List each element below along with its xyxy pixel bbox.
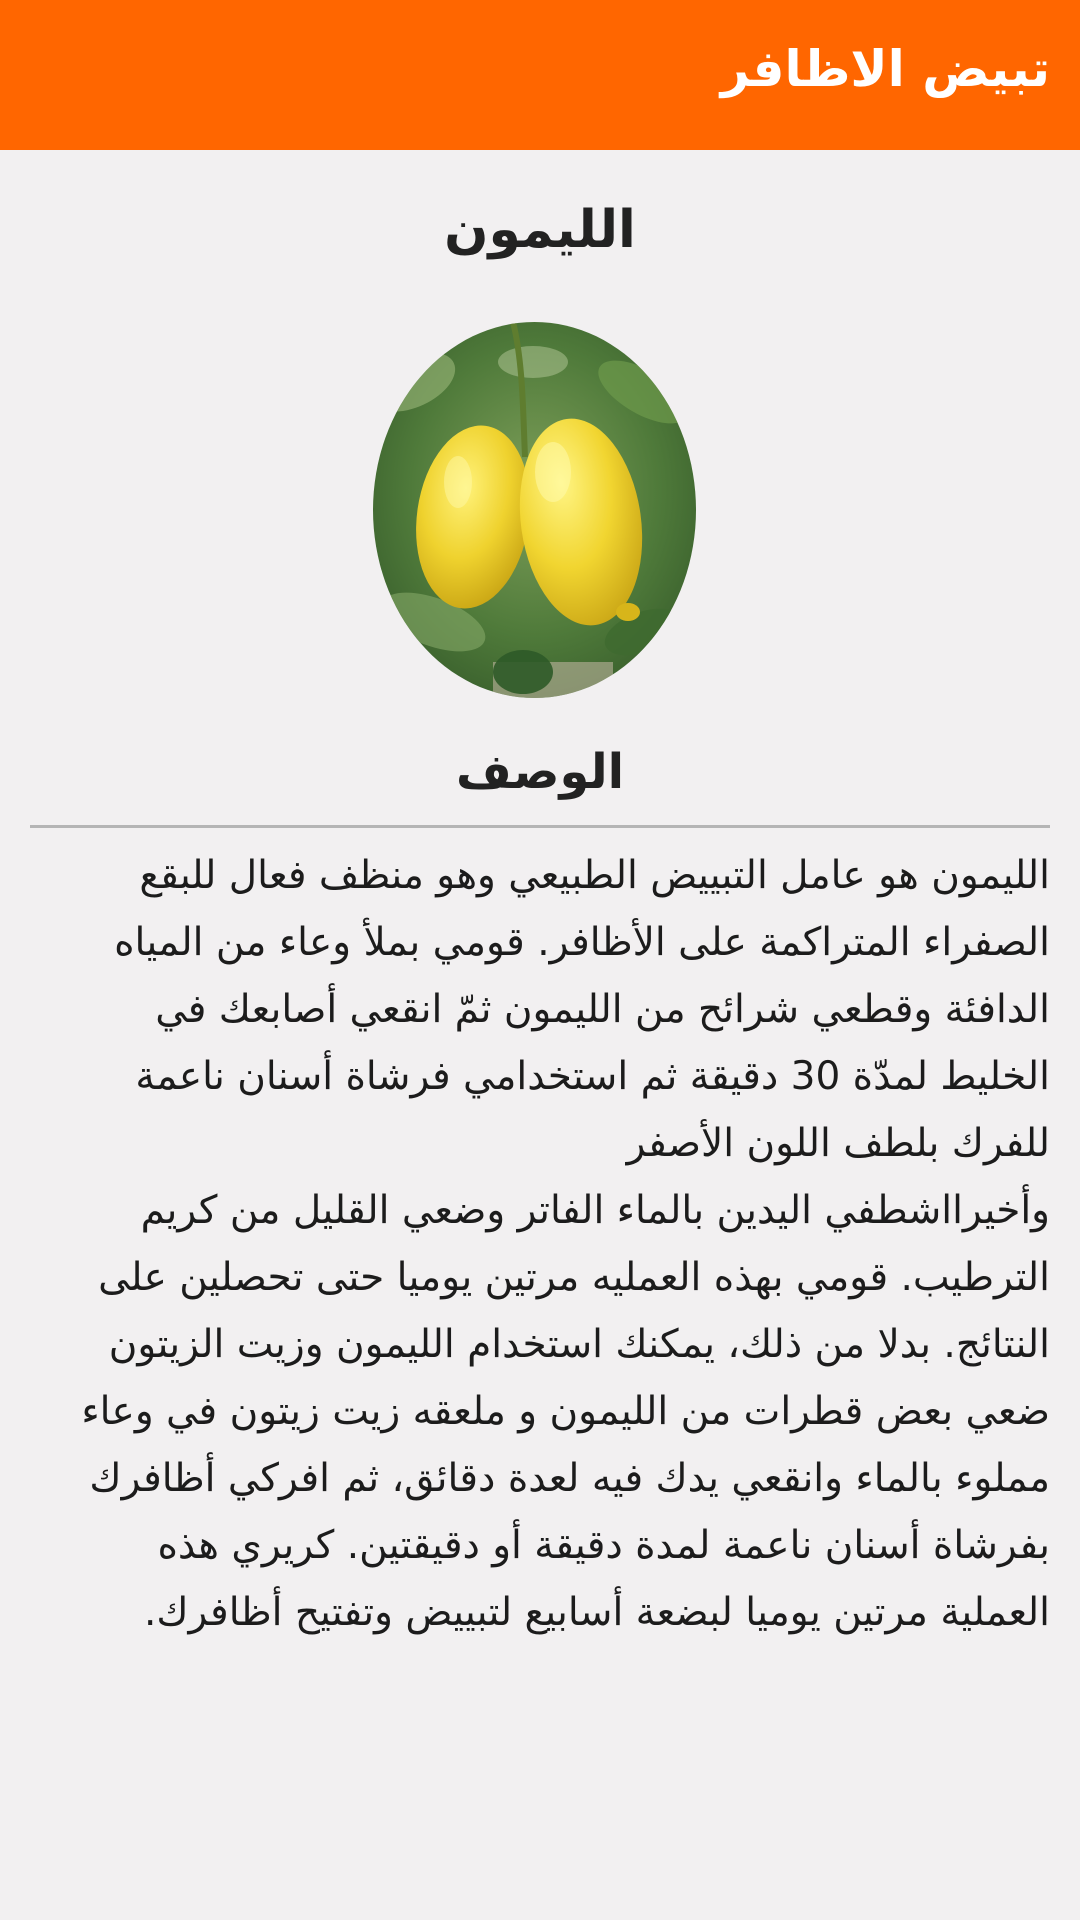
description-text: الليمون هو عامل التبييض الطبيعي وهو منظف فعال للبقع الصفراء المتراكمة على الأظافر. قومي بملأ وعاء من المياه الدافئة وقطعي شرائح من الليمون ثمّ انقعي أصابعك في الخليط لمدّة 30 دقيقة ثم استخدامي فرشاة أسنان ناعمة للفرك بلطف اللون الأصفر وأخيرااشطفي اليدين بالماء الفاتر وضعي القليل من كريم الترطيب. قومي بهذه العمليه مرتين يوميا حتى تحصلين على النتائج. بدلا من ذلك، يمكنك استخدام الليمون وزيت الزيتون ضعي بعض قطرات من الليمون و ملعقه زيت زيتون في وعاء مملوء بالماء وانقعي يدك فيه لعدة دقائق، ثم افركي أظافرك بفرشاة أسنان ناعمة لمدة دقيقة أو دقيقتين. كريري هذه العملية مرتين يوميا لبضعة أسابيع لتبييض وتفتيح أظافرك.: [81, 853, 1050, 1635]
app-title: تبيض الاظافر: [720, 40, 1050, 98]
item-title: الليمون: [444, 200, 636, 260]
lemon-photo: [373, 322, 696, 698]
divider: [30, 825, 1050, 828]
section-title: الوصف: [455, 744, 625, 800]
app-bar: [0, 0, 1080, 150]
lemon-photo-icon: [373, 322, 696, 698]
